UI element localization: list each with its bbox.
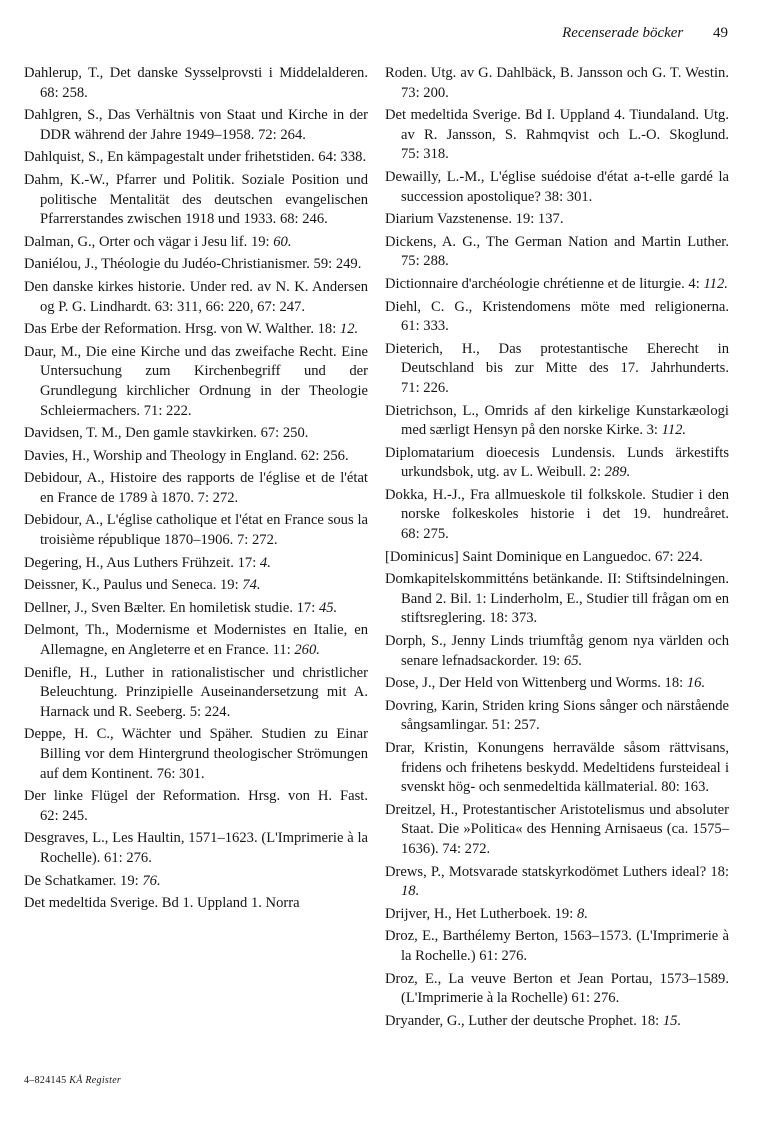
index-entry: [385, 970, 729, 1009]
index-entry: [24, 106, 368, 145]
index-entry: [385, 570, 729, 629]
entry-text: Davidsen, T. M., Den gamle stavkirken.: [24, 425, 257, 442]
entry-text: Dahm, K.-W., Pfarrer und Politik. Soziale Position und politische Mentalität des deutschen evangelischen Pfarrerstandes zwischen 1918 und 1933.: [24, 171, 368, 228]
entry-reference: 61: 333.: [401, 318, 449, 335]
entry-reference: 74.: [242, 577, 261, 594]
entry-reference: 61: 276.: [479, 947, 528, 964]
entry-reference: 18: 373.: [489, 610, 538, 627]
index-entry: [385, 64, 729, 103]
entry-reference: 19: 137.: [515, 211, 564, 228]
entry-reference: 5: 224.: [189, 703, 231, 720]
entry-reference: 65.: [563, 652, 583, 669]
entry-reference: 60.: [273, 233, 292, 250]
index-entry: [385, 905, 729, 925]
entry-reference: 64: 338.: [318, 149, 367, 166]
index-entry: [385, 106, 729, 165]
entry-reference: 8.: [576, 905, 588, 922]
entry-text: Diarium Vazstenense.: [385, 211, 512, 228]
entry-reference: 71: 226.: [401, 379, 449, 396]
entry-text: Davies, H., Worship and Theology in England.: [24, 447, 298, 464]
entry-text: Dietrichson, L., Omrids af den kirkelige Kunstarkæologi med særligt Hensyn på den norske Kirke. 3:: [385, 402, 729, 439]
index-entry: [24, 599, 368, 619]
entry-text: Dahlgren, S., Das Verhältnis von Staat und Kirche in der DDR während der Jahre 1949–1958.: [24, 107, 368, 143]
index-entry: [24, 469, 368, 508]
index-entry: [24, 664, 368, 723]
entry-text: Droz, E., Barthélemy Berton, 1563–1573. (L'Imprimerie à la Rochelle.): [385, 928, 729, 964]
entry-text: Daniélou, J., Théologie du Judéo-Christianismer.: [24, 256, 310, 273]
index-entry: [24, 343, 368, 421]
index-entry: [24, 554, 368, 574]
index-entry: [24, 320, 368, 340]
entry-reference: 38: 301.: [544, 188, 593, 205]
entry-text: Deppe, H. C., Wächter und Späher. Studien zu Einar Billing vor dem Hintergrund theologischer Strömungen auf dem Kontinent.: [24, 726, 368, 782]
entry-reference: 289.: [604, 464, 631, 481]
entry-text: Drar, Kristin, Konungens herravälde såsom rättvisans, fridens och frihetens beskydd. Medeltidens fursteideal i svenskt hög- och senmedeltida källmaterial.: [385, 740, 729, 796]
right-column: [385, 64, 729, 1034]
index-entry: [24, 621, 368, 660]
entry-text: Roden. Utg. av G. Dahlbäck, B. Jansson och G. T. Westin.: [385, 65, 729, 81]
entry-text: [Dominicus] Saint Dominique en Languedoc.: [385, 548, 652, 565]
index-entry: [24, 278, 368, 317]
entry-text: Degering, H., Aus Luthers Frühzeit. 17:: [24, 554, 257, 571]
entry-reference: 76: 301.: [156, 765, 205, 782]
entry-text: Debidour, A., Histoire des rapports de l'église et de l'état en France de 1789 à 1870.: [24, 470, 368, 506]
entry-reference: 75: 288.: [401, 253, 449, 270]
entry-reference: 75: 318.: [401, 146, 449, 163]
entry-text: Diehl, C. G., Kristendomens möte med religionerna.: [385, 298, 729, 315]
entry-text: Delmont, Th., Modernisme et Modernistes en Italie, en Allemagne, en Angleterre et en France. 11:: [24, 622, 368, 659]
index-entry: [385, 739, 729, 798]
index-entry: [24, 725, 368, 784]
index-entry: [385, 632, 729, 671]
entry-text: Drijver, H., Het Lutherboek. 19:: [385, 905, 574, 922]
entry-reference: 80: 163.: [661, 779, 710, 796]
index-entry: [385, 168, 729, 207]
left-column: [24, 64, 368, 917]
entry-reference: 68: 258.: [40, 84, 88, 101]
index-entry: [385, 275, 729, 295]
index-entry: [24, 447, 368, 467]
index-entry: [385, 548, 729, 568]
entry-reference: 16.: [686, 675, 706, 692]
entry-text: Dickens, A. G., The German Nation and Martin Luther.: [385, 233, 729, 250]
entry-text: Dellner, J., Sven Bælter. En homiletisk studie. 17:: [24, 599, 316, 616]
entry-text: Dalman, G., Orter och vägar i Jesu lif. 19:: [24, 233, 270, 250]
entry-reference: 74: 272.: [442, 840, 491, 857]
footer-code: 4–824145: [24, 1075, 67, 1086]
index-entry: [385, 340, 729, 399]
index-entry: [24, 255, 368, 275]
entry-text: Dryander, G., Luther der deutsche Prophet. 18:: [385, 1012, 660, 1029]
entry-text: Daur, M., Die eine Kirche und das zweifache Recht. Eine Untersuchung zum Kirchenbegriff und der Grundlegung kirchlicher Ordnung in der Theologie Schleiermachers.: [24, 343, 368, 419]
entry-text: Dahlquist, S., En kämpagestalt under frihetstiden.: [24, 149, 315, 166]
index-entry: [385, 486, 729, 545]
index-entry: [385, 863, 729, 902]
entry-reference: 61: 276.: [104, 849, 152, 866]
entry-text: Dovring, Karin, Striden kring Sions sånger och närstående sångsamlingar.: [385, 697, 729, 734]
index-entry: [24, 894, 368, 914]
entry-text: Det medeltida Sverige. Bd 1. Uppland 1. Norra: [24, 895, 300, 912]
entry-reference: 68: 275.: [401, 526, 449, 543]
entry-text: Diplomatarium dioecesis Lundensis. Lunds ärkestifts urkundsbok, utg. av L. Weibull. 2:: [385, 444, 729, 481]
entry-text: Dokka, H.-J., Fra allmueskole til folkskole. Studier i den norske folkeskoles historie i det 19. hundreåret.: [385, 486, 729, 523]
entry-reference: 61: 276.: [571, 990, 620, 1007]
entry-text: Dieterich, H., Das protestantische Eherecht in Deutschland bis zur Mitte des 17. Jahrhunderts.: [385, 340, 729, 377]
index-entry: [24, 829, 368, 868]
index-entry: [385, 444, 729, 483]
index-entry: [385, 697, 729, 736]
entry-reference: 18.: [401, 883, 420, 900]
index-entry: [385, 1012, 729, 1032]
page-number: 49: [713, 25, 728, 41]
entry-reference: 62: 245.: [40, 807, 88, 824]
entry-reference: 72: 264.: [258, 126, 306, 143]
index-entry: [24, 424, 368, 444]
entry-text: Debidour, A., L'église catholique et l'état en France sous la troisième république 1870–1906.: [24, 512, 368, 549]
entry-text: Dreitzel, H., Protestantischer Aristotelismus und absoluter Staat. Die »Politica« des Henning Arnisaeus (ca. 1575–1636).: [385, 801, 729, 857]
index-entry: [385, 801, 729, 860]
entry-reference: 76.: [142, 872, 161, 889]
entry-reference: 67: 247.: [257, 298, 305, 315]
entry-text: Denifle, H., Luther in rationalistischer und christlicher Beleuchtung. Prinzipielle Auseinandersetzung mit A. Harnack und R. Seeberg.: [24, 664, 368, 720]
index-entry: [24, 511, 368, 550]
entry-text: De Schatkamer. 19:: [24, 872, 139, 889]
index-entry: [24, 576, 368, 596]
section-title: Recenserade böcker: [562, 25, 684, 41]
entry-reference: 4.: [259, 554, 271, 571]
entry-reference: 7: 272.: [237, 532, 278, 549]
entry-reference: 67: 250.: [260, 425, 309, 442]
entry-reference: 59: 249.: [313, 256, 362, 273]
index-entry: [24, 233, 368, 253]
footer: [24, 1075, 121, 1086]
entry-text: Dose, J., Der Held von Wittenberg und Worms. 18:: [385, 675, 684, 692]
entry-text: Desgraves, L., Les Haultin, 1571–1623. (L'Imprimerie à la Rochelle).: [24, 830, 368, 866]
entry-text: Domkapitelskommitténs betänkande. II: Stiftsindelningen. Band 2. Bil. 1: Linderholm, E., Studier till frågan om en stiftsreglering.: [385, 571, 729, 627]
entry-reference: 73: 200.: [401, 84, 449, 101]
index-entry: [24, 64, 368, 103]
entry-reference: 71: 222.: [143, 402, 192, 419]
index-entry: [385, 402, 729, 441]
running-head: [562, 25, 728, 42]
entry-reference: 112.: [703, 275, 728, 292]
entry-reference: 68: 246.: [279, 211, 328, 228]
entry-reference: 260.: [294, 642, 320, 659]
entry-reference: 62: 256.: [300, 447, 349, 464]
index-entry: [24, 787, 368, 826]
entry-text: Das Erbe der Reformation. Hrsg. von W. Walther. 18:: [24, 321, 337, 338]
entry-reference: 112.: [661, 422, 687, 439]
entry-text: Drews, P., Motsvarade statskyrkodömet Luthers ideal? 18:: [385, 863, 729, 880]
entry-text: Dorph, S., Jenny Linds triumftåg genom nya världen och senare lefnadsackorder. 19:: [385, 633, 729, 669]
index-entry: [385, 674, 729, 694]
entry-text: Dewailly, L.-M., L'église suédoise d'état a-t-elle gardé la succession apostolique?: [385, 168, 729, 205]
index-entry: [385, 298, 729, 337]
footer-title: KÅ Register: [69, 1075, 122, 1086]
entry-reference: 45.: [318, 599, 338, 616]
entry-text: Det medeltida Sverige. Bd I. Uppland 4. Tiundaland. Utg. av R. Jansson, S. Rahmqvist och L.-O. Skoglund.: [385, 107, 729, 143]
index-entry: [24, 148, 368, 168]
index-entry: [385, 210, 729, 230]
entry-text: Dictionnaire d'archéologie chrétienne et de liturgie. 4:: [385, 275, 700, 292]
entry-reference: 12.: [339, 321, 359, 338]
entry-text: Droz, E., La veuve Berton et Jean Portau, 1573–1589. (L'Imprimerie à la Rochelle): [385, 970, 729, 1007]
entry-reference: 15.: [662, 1012, 682, 1029]
index-entry: [24, 872, 368, 892]
entry-reference: 67: 224.: [654, 548, 703, 565]
index-entry: [385, 233, 729, 272]
index-entry: [385, 927, 729, 966]
entry-text: Den danske kirkes historie. Under red. av N. K. Andersen og P. G. Lindhardt. 63: 311, 66: 220,: [24, 278, 368, 315]
entry-text: Der linke Flügel der Reformation. Hrsg. von H. Fast.: [24, 788, 368, 805]
index-entry: [24, 171, 368, 230]
entry-text: Dahlerup, T., Det danske Sysselprovsti i Middelalderen.: [24, 65, 368, 81]
entry-reference: 51: 257.: [491, 717, 540, 734]
entry-reference: 7: 272.: [197, 489, 239, 506]
entry-text: Deissner, K., Paulus und Seneca. 19:: [24, 577, 239, 594]
